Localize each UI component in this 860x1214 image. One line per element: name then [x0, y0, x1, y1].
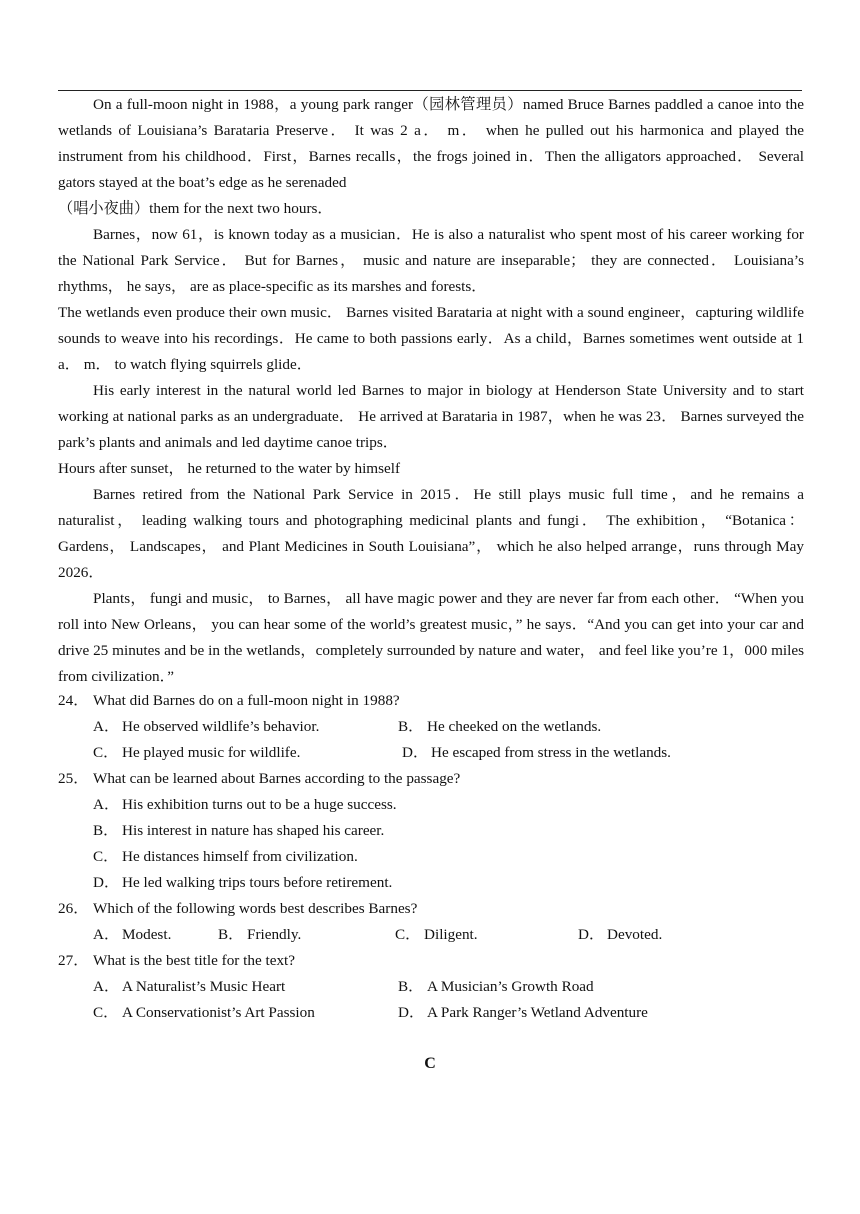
- option-a[interactable]: [93, 974, 285, 1000]
- option-label: A．: [93, 978, 120, 995]
- option-text: His exhibition turns out to be a huge success.: [122, 796, 397, 813]
- question-number: 24．: [58, 692, 89, 709]
- option-c[interactable]: [93, 740, 300, 766]
- question-list: [58, 688, 818, 1026]
- option-label: C．: [395, 926, 421, 943]
- option-d[interactable]: [398, 1000, 648, 1026]
- passage-paragraph: Barnes，now 61，is known today as a musician．He is also a naturalist who spent most of his career working for the National Park Service． But for Barnes， music and nature are inseparable； they are connected． Louisiana’s rhythms， he says， are as place-specific as its marshes and forests．: [58, 226, 804, 295]
- option-text: A Park Ranger’s Wetland Adventure: [427, 1004, 648, 1021]
- question-stem: [58, 688, 818, 714]
- option-text: He distances himself from civilization.: [122, 848, 358, 865]
- option-text: Modest.: [122, 926, 172, 943]
- option-row: [58, 818, 818, 844]
- option-text: A Musician’s Growth Road: [427, 978, 594, 995]
- option-row: [58, 1000, 818, 1026]
- option-b[interactable]: [398, 714, 601, 740]
- option-row: [58, 740, 818, 766]
- header-rule: [58, 90, 802, 91]
- option-row: [58, 792, 818, 818]
- option-text: His interest in nature has shaped his career.: [122, 822, 385, 839]
- option-row: [58, 974, 818, 1000]
- option-label: A．: [93, 926, 120, 943]
- reading-passage: [58, 92, 804, 690]
- option-row: [58, 714, 818, 740]
- question-number: 25．: [58, 770, 89, 787]
- question-number: 26．: [58, 900, 89, 917]
- option-label: B．: [398, 718, 424, 735]
- option-text: Diligent.: [424, 926, 478, 943]
- option-c[interactable]: [93, 844, 358, 870]
- option-label: D．: [398, 1004, 425, 1021]
- passage-paragraph: （唱小夜曲）them for the next two hours．: [58, 200, 333, 217]
- option-row: [58, 844, 818, 870]
- option-row: [58, 870, 818, 896]
- option-a[interactable]: [93, 922, 171, 948]
- question-stem: [58, 948, 818, 974]
- option-text: He led walking trips tours before retirement.: [122, 874, 393, 891]
- option-text: He observed wildlife’s behavior.: [122, 718, 320, 735]
- option-label: B．: [93, 822, 119, 839]
- question-stem: [58, 766, 818, 792]
- option-text: He escaped from stress in the wetlands.: [431, 744, 671, 761]
- question-text: Which of the following words best describes Barnes?: [93, 900, 418, 917]
- option-c[interactable]: [93, 1000, 315, 1026]
- passage-paragraph: The wetlands even produce their own music． Barnes visited Barataria at night with a sound engineer，capturing wildlife sounds to weave into his recordings．He came to both passions early．As a child，Barnes sometimes went outside at 1 a． m． to watch flying squirrels glide．: [58, 304, 804, 373]
- option-d[interactable]: [578, 922, 662, 948]
- option-text: He played music for wildlife.: [122, 744, 301, 761]
- question-text: What can be learned about Barnes according to the passage?: [93, 770, 461, 787]
- option-text: Devoted.: [607, 926, 663, 943]
- option-row: [58, 922, 818, 948]
- option-b[interactable]: [93, 818, 384, 844]
- passage-paragraph: Barnes retired from the National Park Service in 2015．He still plays music full time，and he remains a naturalist， leading walking tours and photographing medicinal plants and fungi． The exhibition， “Botanica： Gardens， Landscapes， and Plant Medicines in South Louisiana”， which he also helped arrange，runs through May 2026．: [58, 486, 804, 581]
- option-label: A．: [93, 796, 120, 813]
- option-label: A．: [93, 718, 120, 735]
- option-label: D．: [93, 874, 120, 891]
- question-number: 27．: [58, 952, 89, 969]
- passage-paragraph: His early interest in the natural world led Barnes to major in biology at Henderson State University and to start working at national parks as an undergraduate． He arrived at Barataria in 1987，when he was 23． Barnes surveyed the park’s plants and animals and led daytime canoe trips．: [58, 382, 804, 451]
- option-label: C．: [93, 1004, 119, 1021]
- question-text: What is the best title for the text?: [93, 952, 296, 969]
- option-text: He cheeked on the wetlands.: [427, 718, 602, 735]
- passage-paragraph: Hours after sunset， he returned to the water by himself: [58, 460, 401, 477]
- option-c[interactable]: [395, 922, 478, 948]
- option-a[interactable]: [93, 792, 397, 818]
- option-d[interactable]: [402, 740, 671, 766]
- option-d[interactable]: [93, 870, 392, 896]
- option-text: A Conservationist’s Art Passion: [122, 1004, 315, 1021]
- option-label: D．: [402, 744, 429, 761]
- question-stem: [58, 896, 818, 922]
- option-label: B．: [218, 926, 244, 943]
- option-label: C．: [93, 848, 119, 865]
- option-b[interactable]: [218, 922, 301, 948]
- passage-paragraph: Plants， fungi and music， to Barnes， all have magic power and they are never far from each other． “When you roll into New Orleans， you can hear some of the world’s greatest music，” he says．“And you can get into your car and drive 25 minutes and be in the wetlands，completely surrounded by nature and water， and feel like you’re 1，000 miles from civilization．”: [58, 590, 804, 685]
- option-a[interactable]: [93, 714, 319, 740]
- option-label: B．: [398, 978, 424, 995]
- question-text: What did Barnes do on a full-moon night in 1988?: [93, 692, 400, 709]
- passage-paragraph: On a full-moon night in 1988，a young park ranger（园林管理员）named Bruce Barnes paddled a canoe into the wetlands of Louisiana’s Barataria Preserve． It was 2 a． m． when he pulled out his harmonica and played the instrument from his childhood．First，Barnes recalls，the frogs joined in．Then the alligators approached． Several gators stayed at the boat’s edge as he serenaded: [58, 96, 804, 191]
- section-heading: C: [424, 1055, 436, 1072]
- option-label: C．: [93, 744, 119, 761]
- option-text: A Naturalist’s Music Heart: [122, 978, 286, 995]
- option-label: D．: [578, 926, 605, 943]
- option-b[interactable]: [398, 974, 594, 1000]
- option-text: Friendly.: [247, 926, 302, 943]
